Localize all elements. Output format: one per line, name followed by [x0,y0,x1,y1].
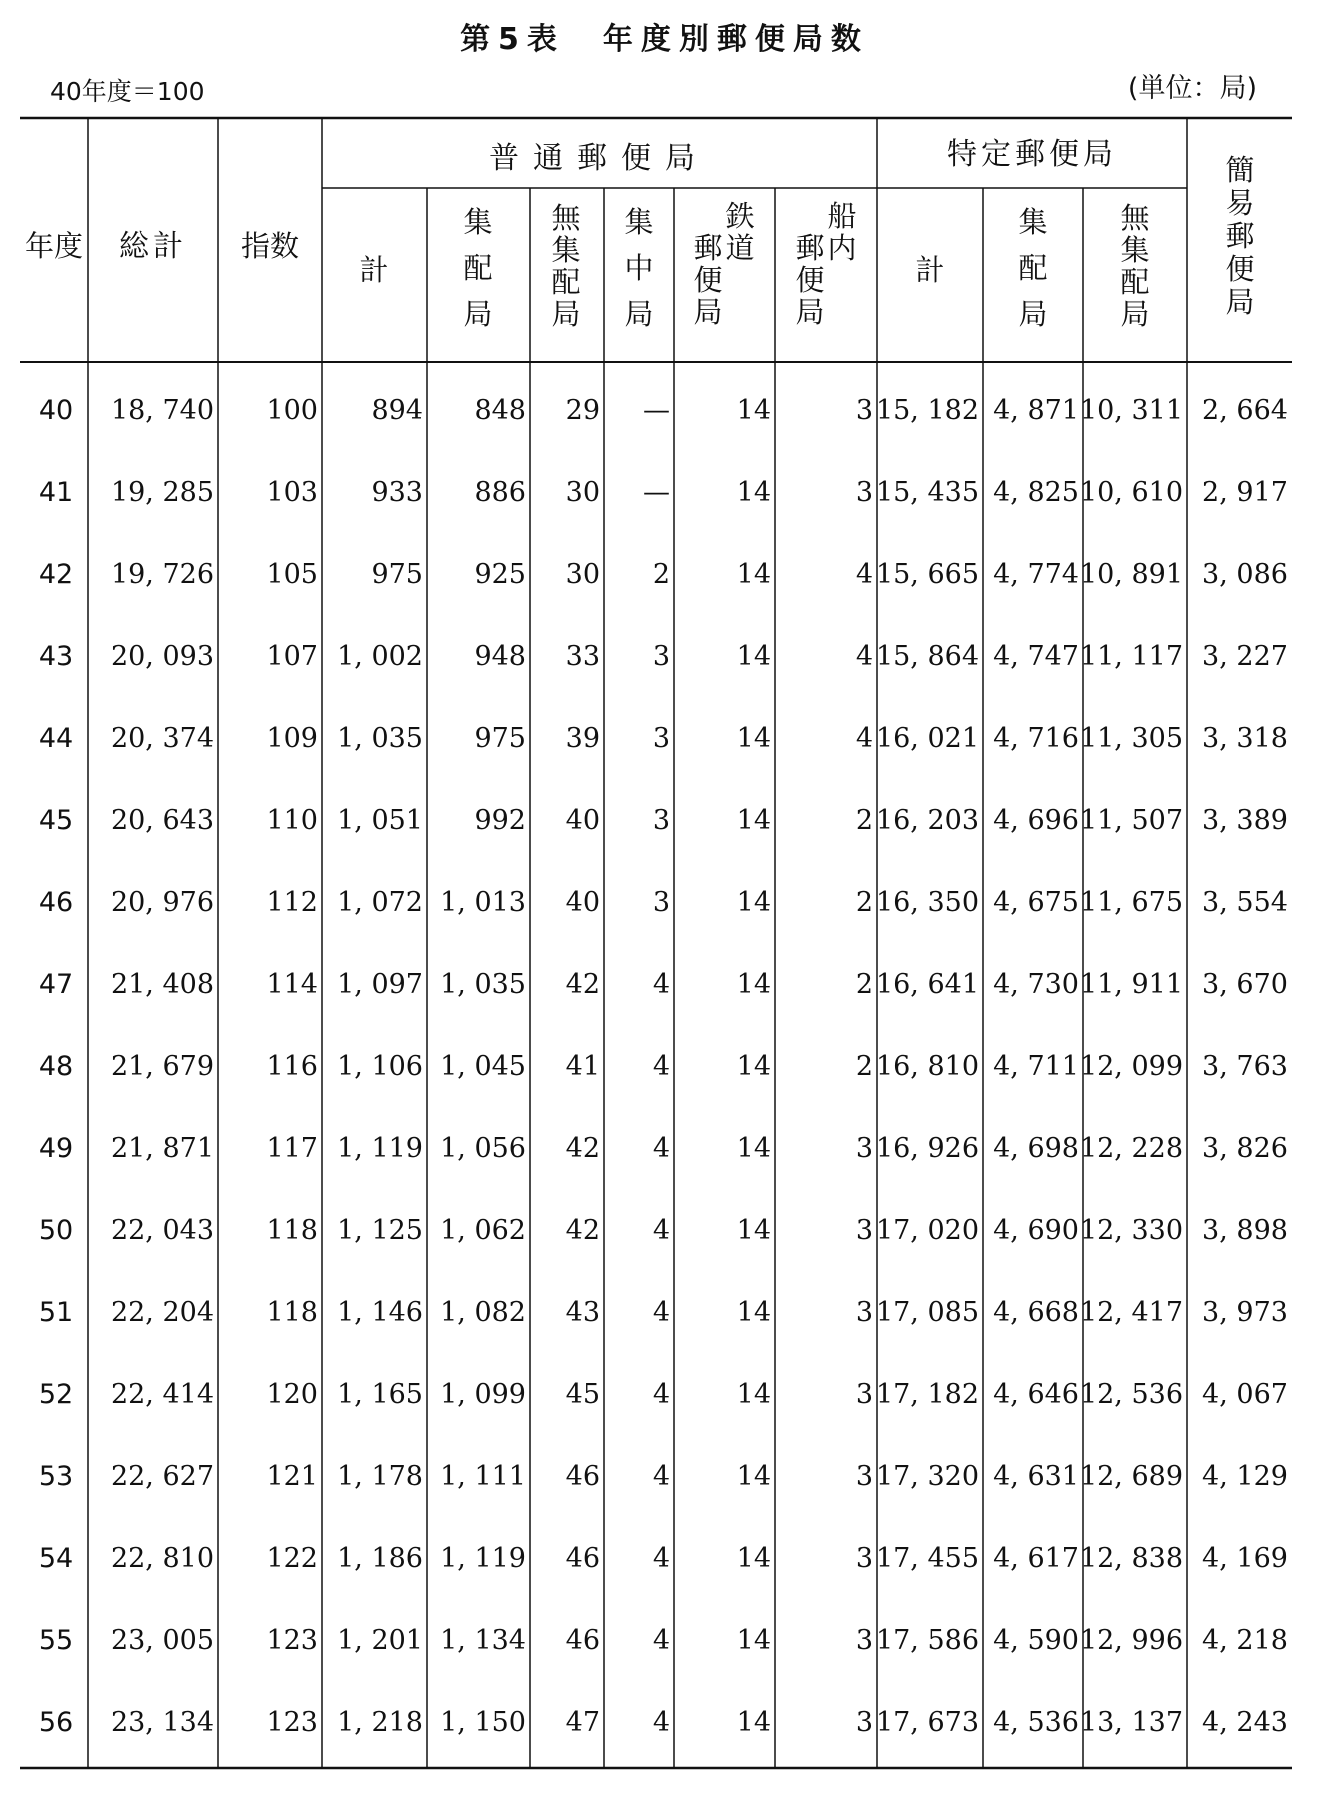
table-cell: 4, 590 [993,1625,1079,1656]
table-cell: 925 [474,559,526,590]
table-cell: 43 [565,1297,600,1328]
table-cell: 2 [855,805,873,836]
table-cell: 4, 631 [993,1461,1079,1492]
table-cell: 123 [266,1625,318,1656]
table-cell: 3 [855,395,873,426]
table-cell: 14 [736,395,771,426]
table-cell: 4 [855,559,873,590]
header-ordinary-railway: 鉄 [725,199,755,233]
table-row [39,1379,1288,1410]
table-cell: 22, 204 [110,1297,214,1328]
header-ordinary-railway: 郵 [693,231,723,265]
table-cell: 975 [474,723,526,754]
table-cell: 4, 871 [993,395,1079,426]
table-cell: 16, 021 [875,723,979,754]
table-cell: 3, 318 [1202,723,1288,754]
cell-year: 40 [38,395,74,426]
table-cell: 14 [736,1707,771,1738]
table-cell: 4, 716 [993,723,1079,754]
table-cell: 14 [736,1297,771,1328]
table-cell: 14 [736,1379,771,1410]
table-cell: 15, 182 [875,395,979,426]
table-cell: 4 [652,1461,670,1492]
table-cell: 39 [565,723,600,754]
table-cell: 4, 730 [993,969,1079,1000]
header-ordinary-group: 普通郵便局 [489,141,709,176]
table-cell: 4 [855,641,873,672]
cell-year: 47 [38,969,74,1000]
table-cell: 894 [371,395,423,426]
table-cell: 46 [565,1461,600,1492]
table-cell: 3 [652,641,670,672]
table-cell: 15, 864 [875,641,979,672]
header-ordinary-railway: 局 [693,295,723,329]
table-cell: 105 [266,559,318,590]
header-ordinary-noncollect: 局 [551,297,581,331]
header-ordinary-central: 局 [624,297,654,331]
table-cell: 4 [652,1625,670,1656]
table-cell: 10, 891 [1079,559,1183,590]
table-cell: 45 [565,1379,600,1410]
table-cell: 33 [565,641,600,672]
cell-year: 45 [38,805,74,836]
table-cell: 118 [266,1297,318,1328]
table-cell: 13, 137 [1079,1707,1183,1738]
table-cell: 2 [652,559,670,590]
table-cell: 23, 134 [110,1707,214,1738]
header-specific-group: 特定郵便局 [947,137,1117,172]
header-specific-noncollect: 配 [1120,265,1150,299]
table-cell: 100 [266,395,318,426]
table-cell: 1, 201 [337,1625,423,1656]
table-cell: 22, 414 [110,1379,214,1410]
table-cell: 16, 926 [875,1133,979,1164]
table-cell: 1, 056 [440,1133,526,1164]
table-cell: 10, 311 [1079,395,1183,426]
table-cell: 12, 330 [1079,1215,1183,1246]
table-cell: 1, 082 [440,1297,526,1328]
table-cell: 22, 043 [110,1215,214,1246]
table-cell: 4, 536 [993,1707,1079,1738]
header-ordinary-noncollect: 集 [551,233,581,267]
table-cell: 116 [266,1051,318,1082]
table-cell: 20, 976 [110,887,214,918]
header-ordinary-collect: 集 [463,205,493,239]
table-cell: 1, 119 [440,1543,526,1574]
header-specific-noncollect: 局 [1120,297,1150,331]
table-cell: 4 [652,969,670,1000]
table-row [39,969,1288,1000]
table-cell: 1, 178 [337,1461,423,1492]
header-ordinary-total: 計 [359,253,389,287]
table-cell: 16, 810 [875,1051,979,1082]
table-cell: 17, 020 [875,1215,979,1246]
table-cell: 3 [652,723,670,754]
header-simple: 郵 [1225,219,1255,253]
table-cell: 1, 186 [337,1543,423,1574]
table-cell: 4, 646 [993,1379,1079,1410]
header-ordinary-ship: 船 [827,199,857,233]
table-cell: 4, 675 [993,887,1079,918]
table-cell: 107 [266,641,318,672]
table-cell: 4, 711 [993,1051,1079,1082]
table-cell: 1, 097 [337,969,423,1000]
table-cell: 112 [266,887,318,918]
table-cell: 4 [652,1379,670,1410]
table-cell: 1, 072 [337,887,423,918]
table-cell: 4 [652,1133,670,1164]
cell-year: 46 [38,887,74,918]
table-cell: — [643,477,670,508]
table-cell: 46 [565,1625,600,1656]
table-cell: 4, 690 [993,1215,1079,1246]
table-cell: 992 [474,805,526,836]
table-cell: 22, 627 [110,1461,214,1492]
table-cell: 3, 763 [1202,1051,1288,1082]
table-cell: 117 [266,1133,318,1164]
table-row [39,1707,1288,1738]
table-cell: 2 [855,887,873,918]
table-cell: 21, 408 [110,969,214,1000]
table-cell: 46 [565,1543,600,1574]
table-cell: 14 [736,887,771,918]
table-cell: 3 [855,477,873,508]
table-cell: 4, 698 [993,1133,1079,1164]
table-cell: 4 [855,723,873,754]
table-cell: 18, 740 [110,395,214,426]
table-cell: 3, 554 [1202,887,1288,918]
table-cell: 20, 093 [110,641,214,672]
cell-year: 41 [38,477,74,508]
table-row [39,559,1288,590]
table-cell: 19, 726 [110,559,214,590]
table-row [39,1297,1288,1328]
table-cell: 14 [736,1543,771,1574]
table-row [39,1133,1288,1164]
table-cell: 3 [855,1625,873,1656]
base-year-note: 40年度＝100 [50,77,205,106]
table-cell: 16, 350 [875,887,979,918]
table-cell: 11, 911 [1079,969,1183,1000]
table-cell: 1, 035 [440,969,526,1000]
table-cell: 1, 002 [337,641,423,672]
table-cell: 11, 117 [1079,641,1183,672]
table-cell: 123 [266,1707,318,1738]
table-cell: 30 [565,559,600,590]
table-cell: 12, 417 [1079,1297,1183,1328]
table-cell: 118 [266,1215,318,1246]
table-row [39,395,1288,426]
table-cell: 4, 774 [993,559,1079,590]
header-specific-collect: 配 [1018,251,1048,285]
unit-note: (単位：局) [1127,73,1257,104]
table-cell: 4, 696 [993,805,1079,836]
header-ordinary-noncollect: 無 [551,201,581,235]
header-simple: 易 [1225,186,1255,220]
table-cell: 15, 435 [875,477,979,508]
header-simple: 簡 [1225,153,1255,187]
cell-year: 51 [38,1297,74,1328]
table-cell: 14 [736,641,771,672]
table-cell: 3 [652,887,670,918]
table-cell: 30 [565,477,600,508]
table-cell: 14 [736,1133,771,1164]
table-row [39,805,1288,836]
header-ordinary-railway: 道 [725,231,755,265]
table-cell: 103 [266,477,318,508]
table-cell: 1, 119 [337,1133,423,1164]
table-cell: 17, 586 [875,1625,979,1656]
table-cell: 3 [855,1461,873,1492]
table-cell: 17, 182 [875,1379,979,1410]
table-cell: 2 [855,1051,873,1082]
table-cell: 12, 689 [1079,1461,1183,1492]
table-cell: 17, 455 [875,1543,979,1574]
table-cell: 3, 973 [1202,1297,1288,1328]
table-cell: 2 [855,969,873,1000]
table-cell: 12, 099 [1079,1051,1183,1082]
table-row [39,1461,1288,1492]
cell-year: 42 [38,559,74,590]
table-cell: 12, 228 [1079,1133,1183,1164]
table-cell: 11, 675 [1079,887,1183,918]
header-specific-collect: 局 [1018,297,1048,331]
table-cell: 933 [371,477,423,508]
table-cell: 1, 099 [440,1379,526,1410]
table-cell: 29 [565,395,600,426]
cell-year: 52 [38,1379,74,1410]
table-cell: 40 [565,887,600,918]
table-cell: 4, 067 [1202,1379,1288,1410]
table-cell: 4, 169 [1202,1543,1288,1574]
table-cell: 4, 668 [993,1297,1079,1328]
table-cell: 3 [855,1707,873,1738]
table-row [39,1543,1288,1574]
table-row [39,1625,1288,1656]
table-cell: 17, 673 [875,1707,979,1738]
table-cell: 120 [266,1379,318,1410]
table-cell: 4, 747 [993,641,1079,672]
table-cell: 1, 062 [440,1215,526,1246]
table-cell: 3 [652,805,670,836]
header-index: 指数 [240,229,300,263]
table-cell: 42 [565,1133,600,1164]
cell-year: 43 [38,641,74,672]
table-cell: 1, 013 [440,887,526,918]
table-cell: 19, 285 [110,477,214,508]
table-cell: 114 [266,969,318,1000]
table-cell: 14 [736,1051,771,1082]
table-cell: 4, 243 [1202,1707,1288,1738]
table-cell: 1, 218 [337,1707,423,1738]
table-cell: 21, 679 [110,1051,214,1082]
table-cell: 3, 826 [1202,1133,1288,1164]
header-year: 年度 [24,229,84,263]
table-cell: 1, 106 [337,1051,423,1082]
table-cell: 14 [736,723,771,754]
table-cell: 848 [474,395,526,426]
table-cell: 3 [855,1379,873,1410]
table-cell: 14 [736,1461,771,1492]
table-cell: 12, 536 [1079,1379,1183,1410]
table-cell: 1, 150 [440,1707,526,1738]
cell-year: 54 [38,1543,74,1574]
table-row [39,887,1288,918]
table-cell: 4 [652,1707,670,1738]
header-total: 総計 [119,229,187,264]
table-cell: 1, 134 [440,1625,526,1656]
table-cell: 1, 111 [440,1461,526,1492]
table-cell: 3, 670 [1202,969,1288,1000]
table-cell: 975 [371,559,423,590]
table-cell: 14 [736,805,771,836]
table-cell: 20, 643 [110,805,214,836]
table-cell: 42 [565,969,600,1000]
table-cell: 1, 165 [337,1379,423,1410]
table-cell: 20, 374 [110,723,214,754]
table-cell: 3, 898 [1202,1215,1288,1246]
table-row [39,1051,1288,1082]
table-title: 第5表 年度別郵便局数 [460,22,869,57]
header-simple: 便 [1225,252,1255,286]
table-cell: 14 [736,559,771,590]
table-cell: 41 [565,1051,600,1082]
table-cell: 12, 996 [1079,1625,1183,1656]
table-cell: 1, 125 [337,1215,423,1246]
table-cell: 3, 227 [1202,641,1288,672]
table-cell: 4, 218 [1202,1625,1288,1656]
table-cell: 4, 617 [993,1543,1079,1574]
table-cell: 11, 305 [1079,723,1183,754]
table-row [39,1215,1288,1246]
table-cell: 40 [565,805,600,836]
header-specific-total: 計 [915,253,945,287]
table-cell: 14 [736,969,771,1000]
table-cell: 2, 664 [1202,395,1288,426]
header-ordinary-ship: 局 [795,295,825,329]
table-cell: 1, 146 [337,1297,423,1328]
table-row [39,723,1288,754]
table-row [39,641,1288,672]
table-cell: 21, 871 [110,1133,214,1164]
header-ordinary-railway: 便 [693,263,723,297]
table-cell: 3, 389 [1202,805,1288,836]
table-cell: 1, 035 [337,723,423,754]
table-cell: 886 [474,477,526,508]
table-cell: 16, 203 [875,805,979,836]
cell-year: 44 [38,723,74,754]
table-cell: 3, 086 [1202,559,1288,590]
table-cell: 4, 129 [1202,1461,1288,1492]
table-cell: 47 [565,1707,600,1738]
table-cell: 10, 610 [1079,477,1183,508]
cell-year: 56 [38,1707,74,1738]
table-cell: 4 [652,1215,670,1246]
table-cell: 4 [652,1051,670,1082]
table-cell: 22, 810 [110,1543,214,1574]
cell-year: 50 [38,1215,74,1246]
table-cell: 3 [855,1215,873,1246]
table-cell: 14 [736,477,771,508]
table-cell: 948 [474,641,526,672]
header-specific-collect: 集 [1018,205,1048,239]
table-cell: 3 [855,1297,873,1328]
table-cell: 3 [855,1543,873,1574]
header-ordinary-noncollect: 配 [551,265,581,299]
table-cell: 16, 641 [875,969,979,1000]
table-cell: 1, 045 [440,1051,526,1082]
table-cell: 42 [565,1215,600,1246]
header-ordinary-collect: 局 [463,297,493,331]
table-row [39,477,1288,508]
table-cell: 2, 917 [1202,477,1288,508]
cell-year: 48 [38,1051,74,1082]
table-cell: 14 [736,1625,771,1656]
table-cell: 3 [855,1133,873,1164]
table-cell: 15, 665 [875,559,979,590]
table-cell: 1, 051 [337,805,423,836]
header-specific-noncollect: 無 [1120,201,1150,235]
header-ordinary-central: 中 [624,251,654,285]
table-cell: 23, 005 [110,1625,214,1656]
table-cell: 121 [266,1461,318,1492]
header-ordinary-ship: 郵 [795,231,825,265]
table-cell: 12, 838 [1079,1543,1183,1574]
cell-year: 49 [38,1133,74,1164]
table-cell: 17, 320 [875,1461,979,1492]
cell-year: 53 [38,1461,74,1492]
table-cell: 4, 825 [993,477,1079,508]
table-cell: 17, 085 [875,1297,979,1328]
header-ordinary-collect: 配 [463,251,493,285]
table-cell: 110 [266,805,318,836]
table-cell: 109 [266,723,318,754]
header-ordinary-central: 集 [624,205,654,239]
table-cell: 14 [736,1215,771,1246]
table-cell: — [643,395,670,426]
header-ordinary-ship: 内 [827,231,857,265]
cell-year: 55 [38,1625,74,1656]
header-simple: 局 [1225,285,1255,319]
header-specific-noncollect: 集 [1120,233,1150,267]
table-cell: 4 [652,1543,670,1574]
header-ordinary-ship: 便 [795,263,825,297]
table-cell: 122 [266,1543,318,1574]
table-cell: 4 [652,1297,670,1328]
table-cell: 11, 507 [1079,805,1183,836]
